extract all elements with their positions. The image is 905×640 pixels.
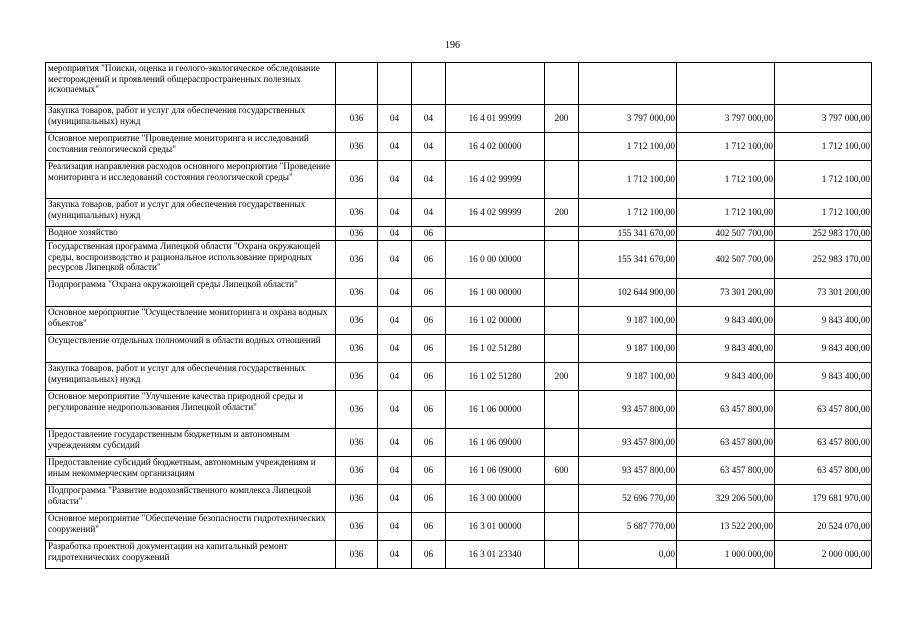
ministry-code: 036 [336, 363, 378, 391]
table-row [46, 429, 872, 457]
row-name: мероприятия "Поиски, оценка и геолого-экологическое обследование месторождений и проявлений общераспространенных полезных ископаемых" [46, 63, 336, 105]
amount-year-2: 1 712 100,00 [677, 133, 775, 161]
table-row [46, 199, 872, 227]
budget-table [45, 62, 872, 569]
amount-year-1: 9 187 100,00 [579, 307, 677, 335]
target-article-code: 16 1 06 09000 [446, 457, 545, 485]
ministry-code: 036 [336, 485, 378, 513]
ministry-code: 036 [336, 133, 378, 161]
target-article-code: 16 4 02 99999 [446, 161, 545, 199]
ministry-code: 036 [336, 391, 378, 429]
ministry-code: 036 [336, 513, 378, 541]
amount-year-3: 9 843 400,00 [775, 335, 872, 363]
expense-type-code: 200 [545, 199, 579, 227]
ministry-code: 036 [336, 161, 378, 199]
section-code: 04 [378, 391, 412, 429]
subsection-code: 06 [412, 485, 446, 513]
subsection-code: 04 [412, 133, 446, 161]
amount-year-3: 252 983 170,00 [775, 241, 872, 279]
amount-year-3: 9 843 400,00 [775, 363, 872, 391]
amount-year-3: 1 712 100,00 [775, 199, 872, 227]
target-article-code: 16 0 00 00000 [446, 241, 545, 279]
table-row [46, 307, 872, 335]
section-code: 04 [378, 335, 412, 363]
row-name: Закупка товаров, работ и услуг для обеспечения государственных (муниципальных) нужд [46, 199, 336, 227]
amount-year-2: 9 843 400,00 [677, 363, 775, 391]
row-name: Основное мероприятие "Проведение мониторинга и исследований состояния геологической среды" [46, 133, 336, 161]
target-article-code: 16 3 01 23340 [446, 541, 545, 569]
table-row [46, 391, 872, 429]
row-name: Предоставление субсидий бюджетным, автономным учреждениям и иным некоммерческим организациям [46, 457, 336, 485]
amount-year-3: 9 843 400,00 [775, 307, 872, 335]
target-article-code: 16 1 02 51280 [446, 335, 545, 363]
amount-year-1: 1 712 100,00 [579, 133, 677, 161]
amount-year-3: 63 457 800,00 [775, 457, 872, 485]
amount-year-3: 1 712 100,00 [775, 161, 872, 199]
target-article-code: 16 1 02 00000 [446, 307, 545, 335]
amount-year-1: 0,00 [579, 541, 677, 569]
target-article-code: 16 1 06 00000 [446, 391, 545, 429]
subsection-code: 06 [412, 335, 446, 363]
expense-type-code [545, 133, 579, 161]
amount-year-1: 93 457 800,00 [579, 391, 677, 429]
row-name: Закупка товаров, работ и услуг для обеспечения государственных (муниципальных) нужд [46, 105, 336, 133]
amount-year-2: 402 507 700,00 [677, 227, 775, 241]
section-code: 04 [378, 241, 412, 279]
row-name: Водное хозяйство [46, 227, 336, 241]
section-code: 04 [378, 307, 412, 335]
row-name: Предоставление государственным бюджетным и автономным учреждениям субсидий [46, 429, 336, 457]
amount-year-3 [775, 63, 872, 105]
target-article-code: 16 3 00 00000 [446, 485, 545, 513]
amount-year-3: 3 797 000,00 [775, 105, 872, 133]
amount-year-2: 1 000 000,00 [677, 541, 775, 569]
amount-year-2: 63 457 800,00 [677, 391, 775, 429]
amount-year-1: 102 644 900,00 [579, 279, 677, 307]
expense-type-code [545, 161, 579, 199]
ministry-code: 036 [336, 457, 378, 485]
ministry-code: 036 [336, 241, 378, 279]
subsection-code: 06 [412, 391, 446, 429]
amount-year-1 [579, 63, 677, 105]
amount-year-1: 9 187 100,00 [579, 335, 677, 363]
subsection-code: 06 [412, 541, 446, 569]
amount-year-3: 252 983 170,00 [775, 227, 872, 241]
ministry-code: 036 [336, 307, 378, 335]
ministry-code: 036 [336, 279, 378, 307]
ministry-code: 036 [336, 429, 378, 457]
row-name: Реализация направления расходов основного мероприятия "Проведение мониторинга и исследований состояния геологической среды" [46, 161, 336, 199]
table-row [46, 161, 872, 199]
section-code: 04 [378, 485, 412, 513]
section-code: 04 [378, 133, 412, 161]
section-code: 04 [378, 199, 412, 227]
section-code: 04 [378, 541, 412, 569]
amount-year-3: 73 301 200,00 [775, 279, 872, 307]
row-name: Разработка проектной документации на капитальный ремонт гидротехнических сооружений [46, 541, 336, 569]
amount-year-1: 155 341 670,00 [579, 227, 677, 241]
expense-type-code [545, 63, 579, 105]
target-article-code: 16 1 00 00000 [446, 279, 545, 307]
subsection-code: 06 [412, 363, 446, 391]
amount-year-3: 2 000 000,00 [775, 541, 872, 569]
table-row [46, 363, 872, 391]
expense-type-code [545, 541, 579, 569]
expense-type-code: 200 [545, 363, 579, 391]
table-row [46, 541, 872, 569]
table-row [46, 133, 872, 161]
expense-type-code [545, 307, 579, 335]
section-code [378, 63, 412, 105]
subsection-code: 06 [412, 457, 446, 485]
expense-type-code [545, 391, 579, 429]
target-article-code: 16 3 01 00000 [446, 513, 545, 541]
section-code: 04 [378, 227, 412, 241]
table-row [46, 335, 872, 363]
section-code: 04 [378, 429, 412, 457]
ministry-code: 036 [336, 541, 378, 569]
amount-year-3: 63 457 800,00 [775, 391, 872, 429]
amount-year-2: 3 797 000,00 [677, 105, 775, 133]
expense-type-code [545, 241, 579, 279]
table-row [46, 227, 872, 241]
ministry-code [336, 63, 378, 105]
row-name: Закупка товаров, работ и услуг для обеспечения государственных (муниципальных) нужд [46, 363, 336, 391]
target-article-code: 16 1 06 09000 [446, 429, 545, 457]
amount-year-1: 1 712 100,00 [579, 161, 677, 199]
table-row [46, 513, 872, 541]
subsection-code: 06 [412, 429, 446, 457]
expense-type-code: 200 [545, 105, 579, 133]
section-code: 04 [378, 279, 412, 307]
expense-type-code [545, 279, 579, 307]
table-row [46, 63, 872, 105]
expense-type-code [545, 227, 579, 241]
target-article-code [446, 227, 545, 241]
amount-year-2: 63 457 800,00 [677, 429, 775, 457]
row-name: Подпрограмма "Развитие водохозяйственного комплекса Липецкой области" [46, 485, 336, 513]
target-article-code: 16 1 02 51280 [446, 363, 545, 391]
amount-year-1: 93 457 800,00 [579, 429, 677, 457]
amount-year-1: 9 187 100,00 [579, 363, 677, 391]
amount-year-3: 1 712 100,00 [775, 133, 872, 161]
section-code: 04 [378, 457, 412, 485]
row-name: Основное мероприятие "Обеспечение безопасности гидротехнических сооружений" [46, 513, 336, 541]
amount-year-2: 9 843 400,00 [677, 307, 775, 335]
expense-type-code [545, 335, 579, 363]
amount-year-1: 155 341 670,00 [579, 241, 677, 279]
amount-year-1: 52 696 770,00 [579, 485, 677, 513]
row-name: Подпрограмма "Охрана окружающей среды Липецкой области" [46, 279, 336, 307]
row-name: Основное мероприятие "Улучшение качества природной среды и регулирование недропользования Липецкой области" [46, 391, 336, 429]
amount-year-2: 73 301 200,00 [677, 279, 775, 307]
subsection-code: 04 [412, 105, 446, 133]
expense-type-code [545, 513, 579, 541]
subsection-code: 06 [412, 227, 446, 241]
ministry-code: 036 [336, 335, 378, 363]
row-name: Государственная программа Липецкой области "Охрана окружающей среды, воспроизводство и рациональное использование природных ресурсов Липецкой области" [46, 241, 336, 279]
amount-year-1: 3 797 000,00 [579, 105, 677, 133]
row-name: Основное мероприятие "Осуществление мониторинга и охрана водных объектов" [46, 307, 336, 335]
amount-year-2: 329 206 500,00 [677, 485, 775, 513]
amount-year-2: 63 457 800,00 [677, 457, 775, 485]
amount-year-1: 5 687 770,00 [579, 513, 677, 541]
subsection-code: 06 [412, 241, 446, 279]
page-number: 196 [445, 40, 460, 51]
expense-type-code: 600 [545, 457, 579, 485]
table-row [46, 457, 872, 485]
subsection-code: 06 [412, 513, 446, 541]
target-article-code: 16 4 01 99999 [446, 105, 545, 133]
amount-year-3: 20 524 070,00 [775, 513, 872, 541]
amount-year-2: 1 712 100,00 [677, 199, 775, 227]
amount-year-2: 13 522 200,00 [677, 513, 775, 541]
ministry-code: 036 [336, 199, 378, 227]
amount-year-2: 1 712 100,00 [677, 161, 775, 199]
row-name: Осуществление отдельных полномочий в области водных отношений [46, 335, 336, 363]
table-row [46, 105, 872, 133]
subsection-code: 04 [412, 199, 446, 227]
target-article-code: 16 4 02 00000 [446, 133, 545, 161]
amount-year-1: 1 712 100,00 [579, 199, 677, 227]
subsection-code [412, 63, 446, 105]
expense-type-code [545, 485, 579, 513]
section-code: 04 [378, 363, 412, 391]
amount-year-3: 63 457 800,00 [775, 429, 872, 457]
amount-year-3: 179 681 970,00 [775, 485, 872, 513]
amount-year-1: 93 457 800,00 [579, 457, 677, 485]
amount-year-2: 402 507 700,00 [677, 241, 775, 279]
amount-year-2: 9 843 400,00 [677, 335, 775, 363]
table-row [46, 241, 872, 279]
ministry-code: 036 [336, 105, 378, 133]
target-article-code [446, 63, 545, 105]
subsection-code: 04 [412, 161, 446, 199]
expense-type-code [545, 429, 579, 457]
section-code: 04 [378, 513, 412, 541]
section-code: 04 [378, 161, 412, 199]
table-row [46, 485, 872, 513]
subsection-code: 06 [412, 279, 446, 307]
target-article-code: 16 4 02 99999 [446, 199, 545, 227]
table-row [46, 279, 872, 307]
amount-year-2 [677, 63, 775, 105]
ministry-code: 036 [336, 227, 378, 241]
subsection-code: 06 [412, 307, 446, 335]
section-code: 04 [378, 105, 412, 133]
